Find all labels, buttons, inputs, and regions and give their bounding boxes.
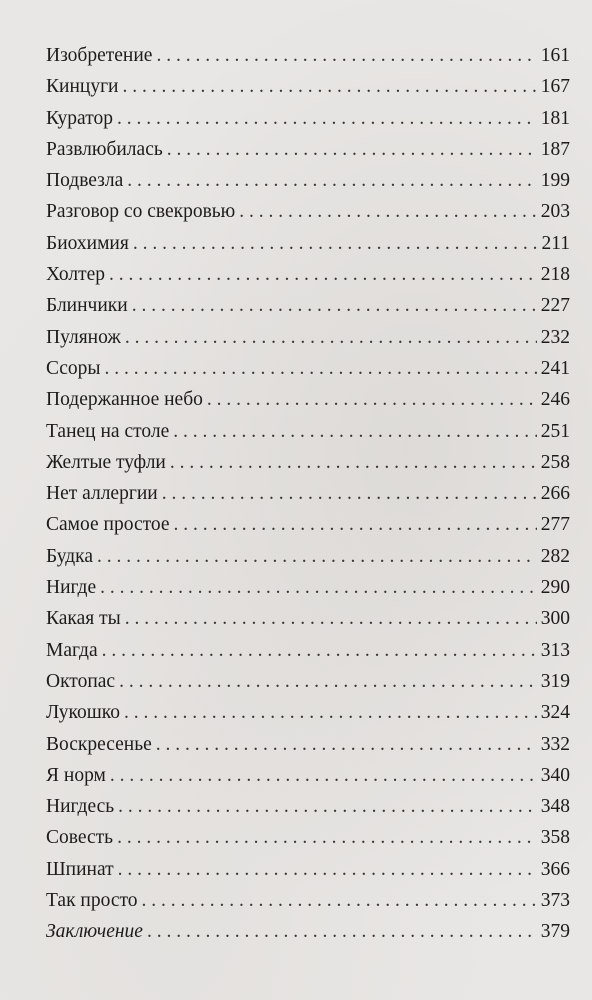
toc-entry-page-number: 348 [540,796,570,818]
toc-entry-title: Магда [46,639,98,661]
toc-entry-title: Подержанное небо [46,389,203,411]
toc-entry-page-number: 379 [540,921,570,943]
toc-entry [46,228,570,259]
dot-leader [142,885,537,916]
toc-entry [46,40,570,71]
dot-leader [102,635,537,666]
toc-entry [46,666,570,697]
dot-leader [133,228,538,259]
dot-leader [125,603,537,634]
toc-entry-title: Развлюбилась [46,138,163,160]
toc-entry [46,322,570,353]
toc-entry [46,541,570,572]
toc-entry-page-number: 282 [540,545,570,567]
toc-entry [46,854,570,885]
toc-entry [46,259,570,290]
dot-leader [110,760,537,791]
dot-leader [100,572,537,603]
toc-entry [46,290,570,321]
toc-entry [46,791,570,822]
toc-entry [46,509,570,540]
toc-entry-page-number: 319 [540,670,570,692]
dot-leader [109,259,537,290]
toc-entry-page-number: 340 [540,764,570,786]
toc-entry-title: Подвезла [46,170,124,192]
dot-leader [124,697,537,728]
dot-leader [125,322,537,353]
toc-entry-title: Будка [46,545,93,567]
dot-leader [117,103,537,134]
dot-leader [105,353,537,384]
toc-entry-page-number: 251 [540,420,570,442]
toc-entry-title: Шпинат [46,858,114,880]
toc-entry-page-number: 187 [540,138,570,160]
dot-leader [147,916,537,947]
toc-entry-page-number: 161 [540,45,570,66]
dot-leader [132,290,537,321]
dot-leader [239,196,537,227]
toc-entry [46,729,570,760]
dot-leader [119,666,537,697]
toc-entry [46,760,570,791]
toc-entry-title: Холтер [46,264,106,286]
dot-leader [123,71,537,102]
toc-entry [46,447,570,478]
dot-leader [118,854,537,885]
dot-leader [118,791,537,822]
toc-entry-page-number: 211 [541,232,570,254]
toc-entry [46,635,570,666]
toc-entry [46,384,570,415]
dot-leader [167,134,537,165]
toc-entry-title: Совесть [46,827,114,849]
toc-entry-page-number: 358 [540,827,570,849]
toc-entry-page-number: 258 [540,451,570,473]
toc-entry [46,353,570,384]
toc-entry-page-number: 332 [540,733,570,755]
toc-entry-title: Так просто [46,890,138,912]
toc-entry-title: Самое простое [46,514,170,536]
toc-entry-title: Заключение [46,921,143,943]
toc-entry-page-number: 313 [540,639,570,661]
toc-entry-title: Пулянож [46,326,121,348]
toc-entry-page-number: 167 [540,76,570,98]
toc-entry-title: Нигдесь [46,796,115,818]
toc-entry-title: Разговор со свекровью [46,201,236,223]
toc-entry [46,103,570,134]
dot-leader [156,40,536,71]
dot-leader [162,478,537,509]
toc-entry-page-number: 203 [540,201,570,223]
toc-entry-page-number: 218 [540,264,570,286]
toc-entry-title: Блинчики [46,295,128,317]
toc-entry-page-number: 290 [540,577,570,599]
toc-entry-title: Танец на столе [46,420,170,442]
toc-entry-title: Я норм [46,764,106,786]
toc-entry-page-number: 277 [540,514,570,536]
toc-entry-title: Октопас [46,670,116,692]
toc-entry [46,603,570,634]
toc-entry [46,572,570,603]
dot-leader [156,729,537,760]
toc-entry [46,822,570,853]
dot-leader [174,509,537,540]
toc-entry-page-number: 300 [540,608,570,630]
toc-entry-page-number: 246 [540,389,570,411]
toc-entry [46,196,570,227]
toc-entry-title: Какая ты [46,608,121,630]
toc-entry-title: Воскресенье [46,733,152,755]
toc-entry-title: Биохимия [46,232,129,254]
toc-entry-page-number: 324 [540,702,570,724]
toc-entry-title: Нет аллергии [46,483,158,505]
toc-entry [46,885,570,916]
toc-entry [46,71,570,102]
dot-leader [97,541,537,572]
dot-leader [173,416,537,447]
toc-entry-page-number: 241 [540,357,570,379]
toc-entry-title: Лукошко [46,702,120,724]
toc-entry-page-number: 227 [540,295,570,317]
toc-entry-title: Желтые туфли [46,451,166,473]
toc-entry-title: Кинцуги [46,76,119,98]
dot-leader [127,165,536,196]
toc-entry-title: Нигде [46,577,97,599]
toc-entry-page-number: 266 [540,483,570,505]
toc-entry [46,478,570,509]
table-of-contents [46,40,570,948]
toc-entry-title: Изобретение [46,45,153,66]
toc-entry [46,697,570,728]
dot-leader [170,447,537,478]
toc-entry [46,165,570,196]
toc-entry-title: Ссоры [46,357,101,379]
toc-entry-title: Куратор [46,107,113,129]
toc-entry-page-number: 199 [540,170,570,192]
toc-entry-page-number: 181 [540,107,570,129]
dot-leader [117,822,537,853]
toc-entry-page-number: 366 [540,858,570,880]
toc-entry [46,916,570,947]
toc-entry-page-number: 232 [540,326,570,348]
toc-entry-page-number: 373 [540,890,570,912]
dot-leader [207,384,537,415]
toc-entry [46,134,570,165]
toc-entry [46,416,570,447]
